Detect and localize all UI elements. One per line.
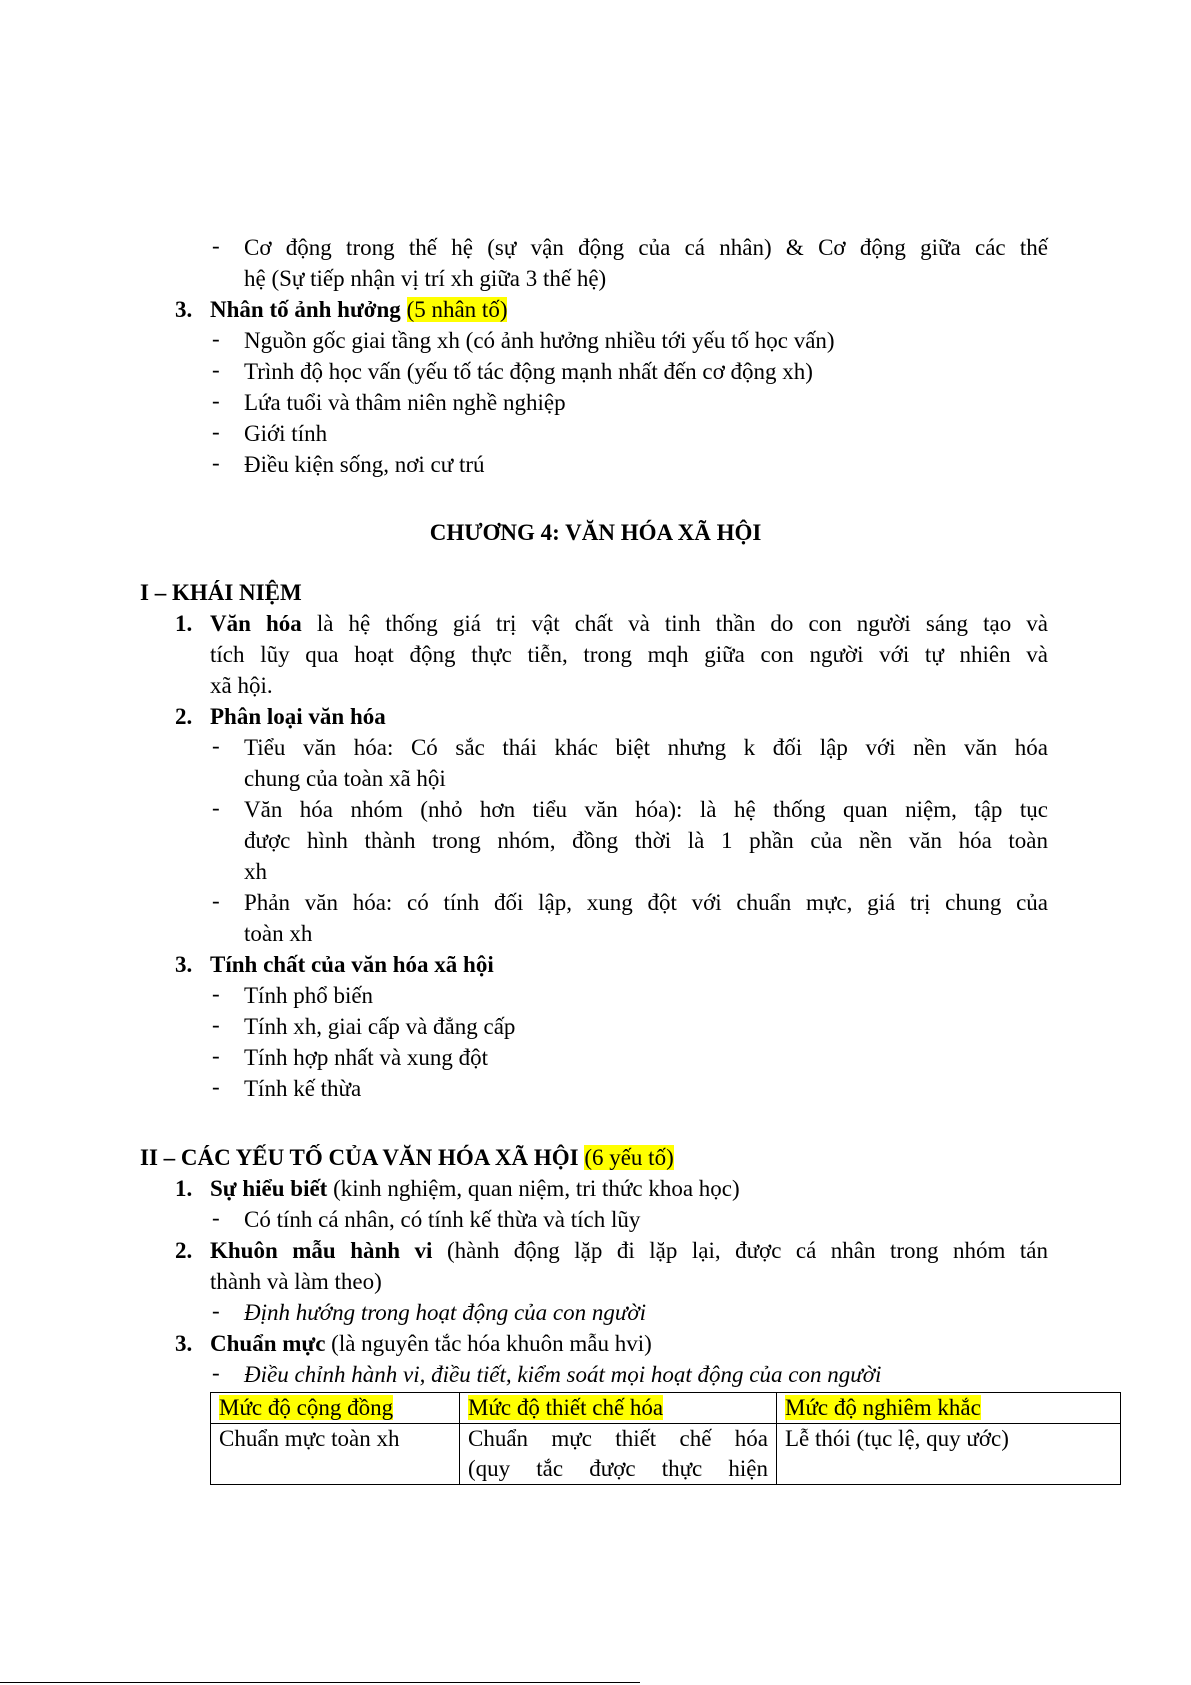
bullet-dash: - — [212, 233, 220, 258]
paragraph-text: (là nguyên tắc hóa khuôn mẫu hvi) — [331, 1331, 652, 1356]
bullet-dash: - — [212, 1043, 220, 1068]
bold-term: Khuôn mẫu hành vi — [210, 1238, 433, 1263]
paragraph-line: thành và làm theo) — [210, 1269, 382, 1294]
subsection-heading — [210, 295, 507, 325]
table-row — [211, 1424, 1121, 1485]
paragraph-line: chung của toàn xã hội — [244, 766, 446, 791]
list-item: Giới tính — [244, 421, 328, 446]
table-header-cell: Mức độ cộng đồng — [211, 1393, 460, 1424]
list-item: Có tính cá nhân, có tính kế thừa và tích lũy — [244, 1207, 641, 1232]
table-header-cell: Mức độ thiết chế hóa — [460, 1393, 777, 1424]
subsection-title: Phân loại văn hóa — [210, 704, 386, 729]
bullet-dash: - — [212, 888, 220, 913]
list-item: Điều chỉnh hành vi, điều tiết, kiểm soát mọi hoạt động của con người — [244, 1362, 882, 1387]
paragraph-line — [210, 609, 1048, 639]
bold-term: Chuẩn mực — [210, 1331, 326, 1356]
bullet-dash: - — [212, 450, 220, 475]
paragraph-line — [210, 1236, 1048, 1266]
list-number: 3. — [175, 297, 193, 322]
list-item: Nguồn gốc giai tầng xh (có ảnh hưởng nhiều tới yếu tố học vấn) — [244, 328, 835, 353]
table-header-row — [211, 1393, 1121, 1424]
section-heading: I – KHÁI NIỆM — [140, 580, 302, 605]
bullet-dash: - — [212, 1205, 220, 1230]
table-cell: Lễ thói (tục lệ, quy ước) — [777, 1424, 1121, 1485]
paragraph-line: được hình thành trong nhóm, đồng thời là 1 phần của nền văn hóa toàn — [244, 828, 1048, 853]
list-item: Tính kế thừa — [244, 1076, 362, 1101]
bullet-dash: - — [212, 326, 220, 351]
list-number: 2. — [175, 1238, 193, 1263]
bullet-dash: - — [212, 419, 220, 444]
list-item: Trình độ học vấn (yếu tố tác động mạnh nhất đến cơ động xh) — [244, 359, 813, 384]
bullet-dash: - — [212, 1012, 220, 1037]
bullet-dash: - — [212, 1298, 220, 1323]
bullet-dash: - — [212, 388, 220, 413]
highlighted-note: (6 yếu tố) — [584, 1145, 674, 1170]
paragraph-line: Văn hóa nhóm (nhỏ hơn tiểu văn hóa): là hệ thống quan niệm, tập tục — [244, 797, 1048, 822]
chapter-title: CHƯƠNG 4: VĂN HÓA XÃ HỘI — [429, 520, 762, 545]
table-cell: Chuẩn mực toàn xh — [211, 1424, 460, 1485]
paragraph-line: Cơ động trong thế hệ (sự vận động của cá nhân) & Cơ động giữa các thế — [244, 235, 1048, 260]
paragraph-line: xã hội. — [210, 673, 273, 698]
paragraph-line: Phản văn hóa: có tính đối lập, xung đột với chuẩn mực, giá trị chung của — [244, 890, 1048, 915]
bold-term: Văn hóa — [210, 611, 302, 636]
list-item: Tính hợp nhất và xung đột — [244, 1045, 489, 1070]
list-number: 3. — [175, 1331, 193, 1356]
bold-term: Sự hiểu biết — [210, 1176, 328, 1201]
list-item: Lứa tuổi và thâm niên nghề nghiệp — [244, 390, 566, 415]
table-cell: Chuẩn mực thiết chế hóa (quy tắc được thực hiện — [460, 1424, 777, 1485]
bullet-dash: - — [212, 1074, 220, 1099]
bullet-dash: - — [212, 733, 220, 758]
paragraph-line: Tiểu văn hóa: Có sắc thái khác biệt nhưng k đối lập với nền văn hóa — [244, 735, 1048, 760]
paragraph-text: là hệ thống giá trị vật chất và tinh thần do con người sáng tạo và — [316, 611, 1049, 636]
bullet-dash: - — [212, 795, 220, 820]
paragraph-line: xh — [244, 859, 267, 884]
norms-table — [210, 1392, 1121, 1485]
page-bottom-rule — [0, 1682, 640, 1683]
section-title: II – CÁC YẾU TỐ CỦA VĂN HÓA XÃ HỘI — [140, 1145, 579, 1170]
subsection-title: Tính chất của văn hóa xã hội — [210, 952, 494, 977]
bullet-dash: - — [212, 1360, 220, 1385]
paragraph-text: (kinh nghiệm, quan niệm, tri thức khoa học) — [333, 1176, 740, 1201]
table-header-cell: Mức độ nghiêm khắc — [777, 1393, 1121, 1424]
bullet-dash: - — [212, 357, 220, 382]
paragraph-line — [210, 1329, 652, 1359]
paragraph-text: (hành động lặp đi lặp lại, được cá nhân trong nhóm tán — [446, 1238, 1049, 1263]
paragraph-line: tích lũy qua hoạt động thực tiễn, trong mqh giữa con người với tự nhiên và — [210, 642, 1048, 667]
paragraph-line: toàn xh — [244, 921, 313, 946]
subsection-title: Nhân tố ảnh hưởng — [210, 297, 401, 322]
list-item: Điều kiện sống, nơi cư trú — [244, 452, 485, 477]
bullet-dash: - — [212, 981, 220, 1006]
list-item: Định hướng trong hoạt động của con người — [244, 1300, 647, 1325]
highlighted-note: (5 nhân tố) — [406, 297, 508, 322]
list-item: Tính phổ biến — [244, 983, 374, 1008]
paragraph-line — [210, 1174, 740, 1204]
section-heading — [140, 1143, 674, 1173]
list-number: 1. — [175, 611, 193, 636]
list-number: 1. — [175, 1176, 193, 1201]
list-number: 3. — [175, 952, 193, 977]
paragraph-line: hệ (Sự tiếp nhận vị trí xh giữa 3 thế hệ) — [244, 266, 607, 291]
list-item: Tính xh, giai cấp và đẳng cấp — [244, 1014, 516, 1039]
list-number: 2. — [175, 704, 193, 729]
